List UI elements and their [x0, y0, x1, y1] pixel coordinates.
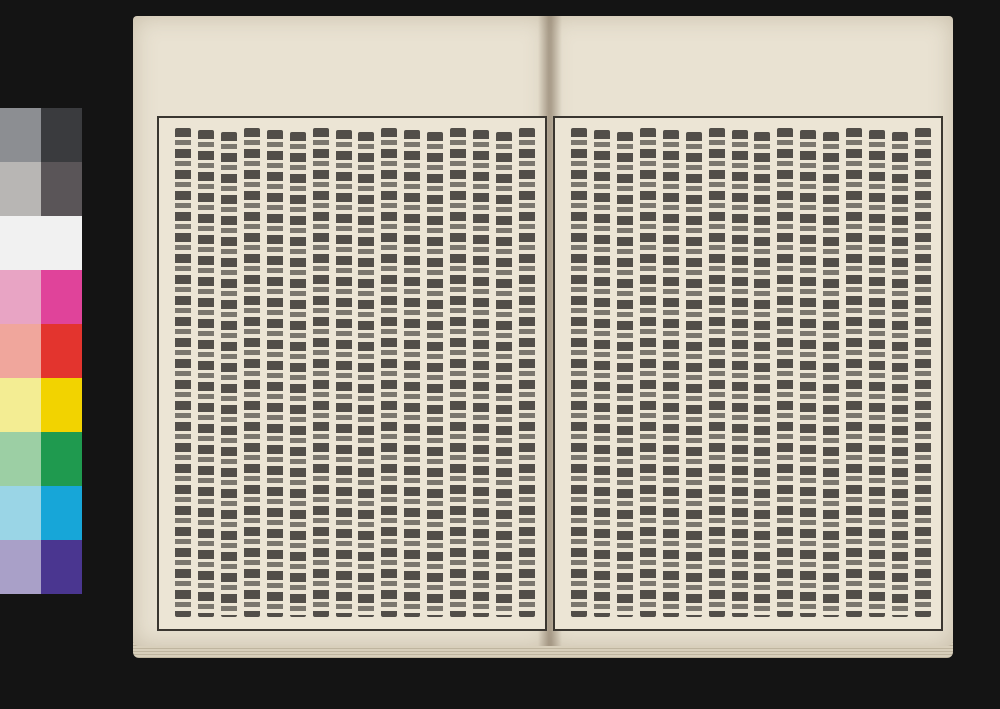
text-column: [830, 132, 832, 617]
color-swatch: [41, 162, 82, 216]
text-column: [716, 128, 718, 617]
text-column: [693, 132, 695, 617]
text-column: [457, 128, 459, 617]
text-column: [876, 130, 878, 617]
text-column: [320, 128, 322, 617]
text-column: [761, 132, 763, 617]
text-column: [343, 130, 345, 617]
text-column: [388, 128, 390, 617]
color-swatch: [41, 486, 82, 540]
left-text-block: [157, 116, 547, 631]
text-column: [365, 132, 367, 617]
color-calibration-chart: [0, 108, 82, 594]
text-column: [434, 132, 436, 617]
text-column: [274, 130, 276, 617]
text-column: [784, 128, 786, 617]
text-column: [578, 128, 580, 617]
text-column: [411, 130, 413, 617]
text-column: [503, 132, 505, 617]
text-column: [182, 128, 184, 617]
text-column: [601, 130, 603, 617]
text-column: [297, 132, 299, 617]
text-column: [739, 130, 741, 617]
text-column: [922, 128, 924, 617]
color-swatch: [0, 162, 41, 216]
text-column: [670, 130, 672, 617]
text-column: [251, 128, 253, 617]
color-swatch: [0, 540, 41, 594]
text-column: [807, 130, 809, 617]
color-swatch: [41, 270, 82, 324]
color-swatch: [0, 324, 41, 378]
color-swatch: [41, 324, 82, 378]
color-swatch: [0, 216, 41, 270]
color-swatch: [41, 378, 82, 432]
text-column: [205, 130, 207, 617]
color-swatch: [0, 270, 41, 324]
text-column: [624, 132, 626, 617]
color-swatch: [0, 378, 41, 432]
color-swatch: [0, 486, 41, 540]
text-column: [647, 128, 649, 617]
open-book: [133, 16, 963, 656]
right-text-block: [553, 116, 943, 631]
color-swatch: [41, 432, 82, 486]
text-column: [526, 128, 528, 617]
color-swatch: [0, 108, 41, 162]
text-column: [480, 130, 482, 617]
text-column: [899, 132, 901, 617]
color-swatch: [41, 108, 82, 162]
color-swatch: [41, 216, 82, 270]
color-swatch: [41, 540, 82, 594]
text-column: [228, 132, 230, 617]
text-column: [853, 128, 855, 617]
color-swatch: [0, 432, 41, 486]
